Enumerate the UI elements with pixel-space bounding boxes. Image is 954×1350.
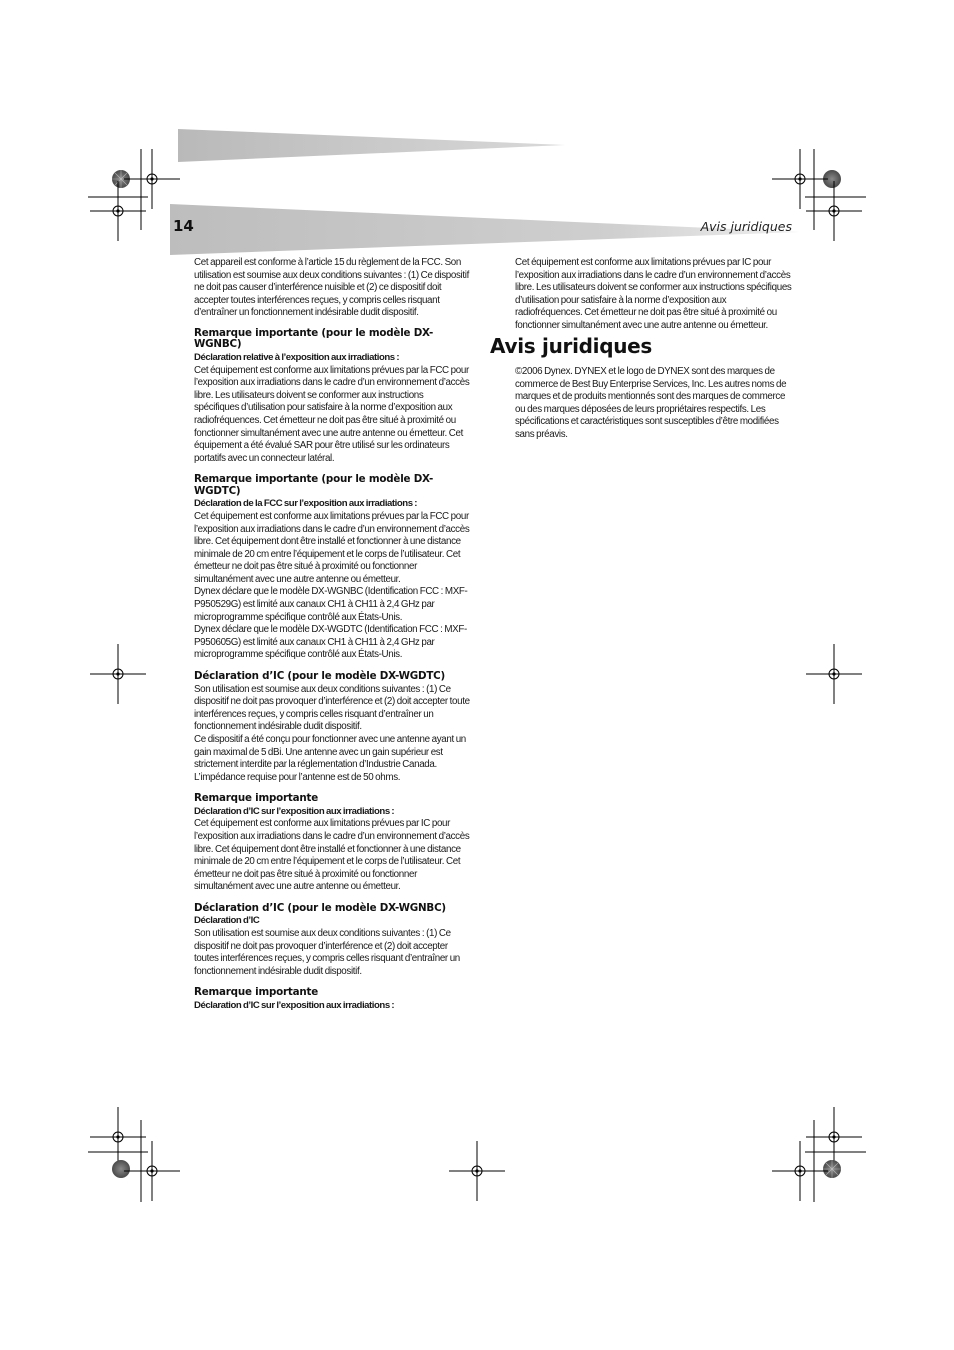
declaration-label: Déclaration d’IC sur l’exposition aux irradiations : <box>194 999 395 1011</box>
declaration-label: Déclaration de la FCC sur l’exposition aux irradiations : <box>194 498 418 510</box>
declaration-label: Déclaration relative à l’exposition aux irradiations : <box>194 351 400 363</box>
declaration-label: Déclaration d’IC sur l’exposition aux irradiations : <box>194 805 395 817</box>
legal-paragraph: ©2006 Dynex. DYNEX et le logo de DYNEX sont des marques de commerce de Best Buy Enterprise Services, Inc. Les autres noms de marques et de produits mentionnés sont des marques de commerce ou des marques déposées de leurs propriétaires respectifs. Les spécifications et caractéristiques sont susceptibles d’être modifiées sans préavis. <box>515 366 787 440</box>
body-paragraph: Cet équipement est conforme aux limitations prévues par IC pour l’exposition aux irradiations dans le cadre d’un environnement d’accès libre. Cet équipement dont être installé et fonctionner à une distance minimale de 20 cm entre l’équipement et le corps de l’utilisateur. Cet émetteur ne doit pas être situé à proximité ou fonctionner simultanément avec une autre antenne ou émetteur. <box>194 818 470 893</box>
body-paragraph: Cet équipement est conforme aux limitations prévues par la FCC pour l’exposition aux irradiations dans le cadre d’un environnement d’accès libre. Les utilisateurs doivent se conformer aux instructions spécifiques d’utilisation pour satisfaire à la norme d’exposition aux radiofréquences. Cet émetteur ne doit pas être situé à proximité ou fonctionner simultanément avec une autre antenne ou émetteur. Cet équipement a été évalué SAR pour être utilisé sur les ordinateurs portatifs avec un connecteur latéral. <box>194 364 470 464</box>
body-paragraph: Cet équipement est conforme aux limitations prévues par IC pour l’exposition aux irradiations dans le cadre d’un environnement d’accès libre. Les utilisateurs doivent se conformer aux instructions spécifiques d’utilisation pour satisfaire à la norme d’exposition aux radiofréquences. Cet émetteur ne doit pas être situé à proximité ou fonctionner simultanément avec une autre antenne ou émetteur. <box>515 257 792 331</box>
heading-ic-wgdtc: Déclaration d’IC (pour le modèle DX-WGDTC) <box>194 670 446 683</box>
heading-remarque-importante: Remarque importante <box>194 792 319 805</box>
body-paragraph: Son utilisation est soumise aux deux conditions suivantes : (1) Ce dispositif ne doit pas provoquer d’interférence et (2) doit accepter toutes interférences reçues, y compris celles risquant d’entraîner un fonctionnement indésirable dudit dispositif. <box>194 928 460 977</box>
heading-remarque-importante: Remarque importante <box>194 986 319 999</box>
body-paragraph: Ce dispositif a été conçu pour fonctionner avec une antenne ayant un gain maximal de 5 dBi. Une antenne avec un gain supérieur est strictement interdite par la réglementation d’Industrie Canada. L’impédance requise pour l’antenne est de 50 ohms. <box>194 733 466 783</box>
heading-remarque-wgnbc: Remarque importante (pour le modèle DX-WGNBC) <box>194 326 434 351</box>
body-paragraph: Cet équipement est conforme aux limitations prévues par la FCC pour l’exposition aux irradiations dans le cadre d’un environnement d’accès libre. Cet équipement dont être installé et fonctionner à une distance minimale de 20 cm entre l’équipement et le corps de l’utilisateur. Cet émetteur ne doit pas être situé à proximité ou fonctionner simultanément avec une autre antenne ou émetteur. <box>194 510 470 585</box>
legal-notice <box>515 366 793 442</box>
section-title: Avis juridiques <box>700 219 792 234</box>
body-paragraph: Dynex déclare que le modèle DX-WGDTC (Identification FCC : MXF-P950605G) est limité aux canaux CH1 à CH11 à 2,4 GHz par microprogramme spécifique contrôlé aux États-Unis. <box>194 624 467 661</box>
body-paragraph: Son utilisation est soumise aux deux conditions suivantes : (1) Ce dispositif ne doit pas provoquer d’interférence et (2) doit accepter toute interférences reçues, y compris celles risquant d’entraîner un fonctionnement indésirable dudit dispositif. <box>194 683 470 733</box>
heading-remarque-wgdtc: Remarque importante (pour le modèle DX-WGDTC) <box>194 473 434 497</box>
page-number: 14 <box>173 217 194 235</box>
avis-juridiques-heading: Avis juridiques <box>490 334 653 358</box>
declaration-label: Déclaration d’IC <box>194 915 260 927</box>
left-column <box>194 257 470 1013</box>
intro-paragraph: Cet appareil est conforme à l’article 15 du règlement de la FCC. Son utilisation est soumise aux deux conditions suivantes : (1) Ce dispositif ne doit pas causer d’interférence nuisible et (2) ce dispositif doit accepter toutes interférences reçues, y compris celles risquant d’entraîner un fonctionnement indésirable dudit dispositif. <box>194 257 469 319</box>
header-band <box>0 0 954 260</box>
body-paragraph: Dynex déclare que le modèle DX-WGNBC (Identification FCC : MXF-P950529G) est limité aux canaux CH1 à CH11 à 2,4 GHz par microprogramme spécifique contrôlé aux États-Unis. <box>194 586 468 623</box>
color-bar-dot <box>112 1160 130 1178</box>
right-column <box>515 257 793 333</box>
heading-ic-wgnbc: Déclaration d’IC (pour le modèle DX-WGNBC) <box>194 901 446 914</box>
